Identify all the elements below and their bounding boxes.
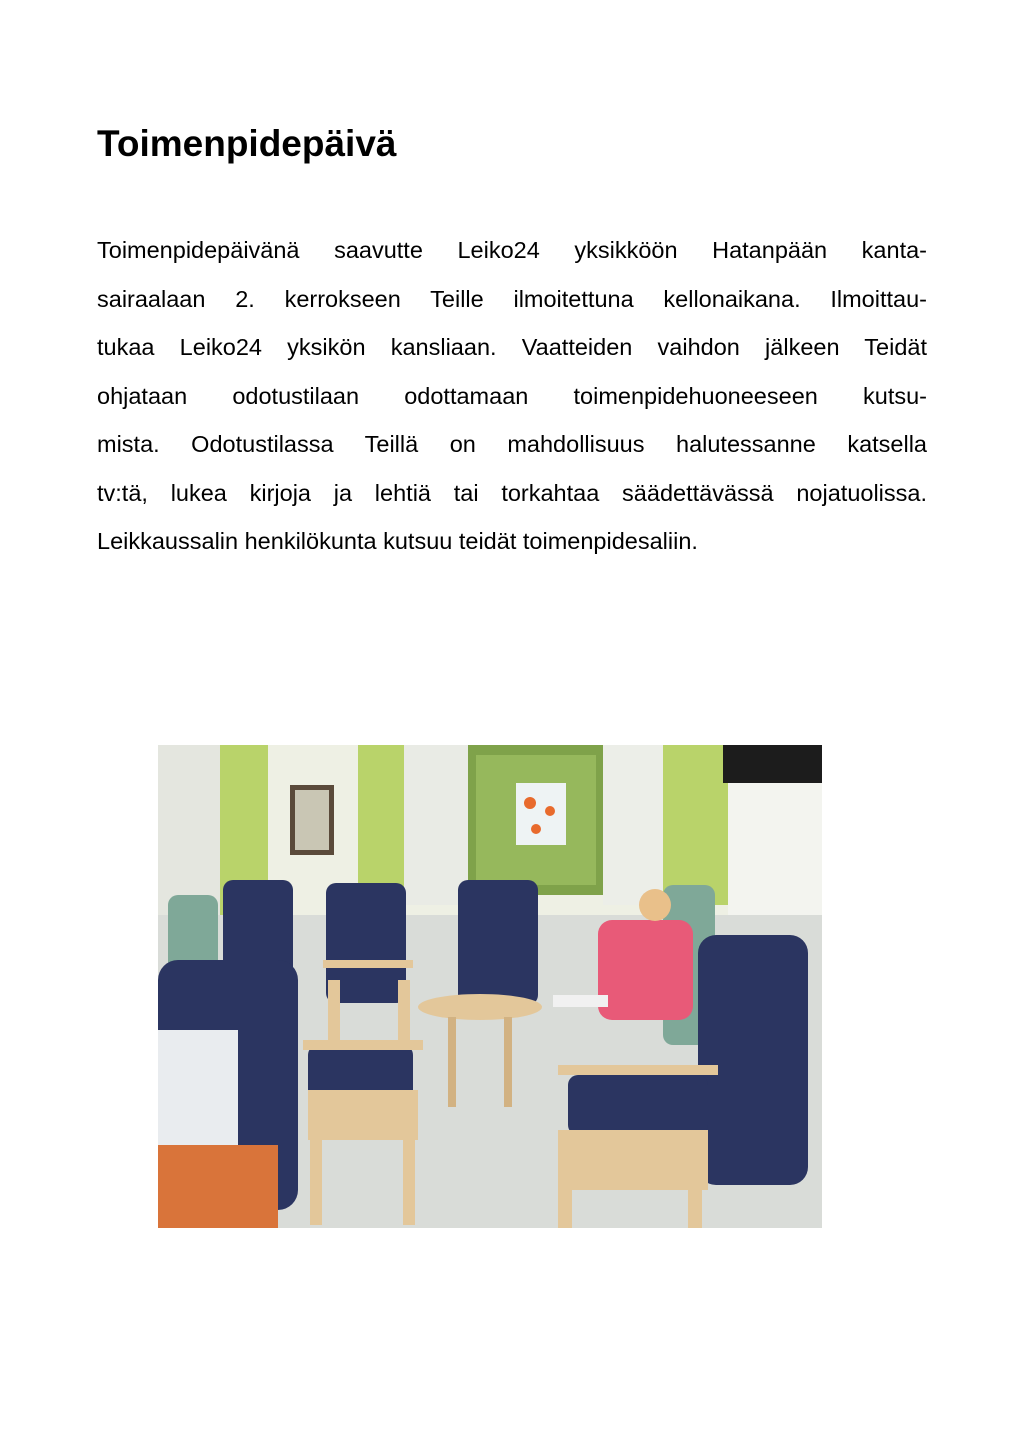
person-in-pink-robe [598, 920, 693, 1020]
poppy-flower [545, 806, 555, 816]
wall-right [728, 783, 822, 925]
chair-leg [558, 1185, 572, 1228]
chair-armrest [303, 1040, 423, 1050]
chair-side-panel [308, 1090, 418, 1140]
paragraph-line: tukaa Leiko24 yksikön kansliaan. Vaatteiden vaihdon jälkeen Teidät [97, 334, 927, 360]
person-legs [553, 995, 608, 1007]
navy-chair [458, 880, 538, 1005]
paragraph-line: Toimenpidepäivänä saavutte Leiko24 yksikköön Hatanpään kanta- [97, 237, 927, 263]
waiting-room-illustration [158, 745, 822, 1228]
poppy-flower [524, 797, 536, 809]
chair-leg [328, 980, 340, 1040]
page-title: Toimenpidepäivä [97, 123, 397, 164]
waiting-room-photo [158, 745, 822, 1228]
navy-chair-seat [568, 1075, 708, 1135]
navy-chair-front [698, 935, 808, 1185]
poppy-flower [531, 824, 541, 834]
green-panel-right [663, 745, 728, 905]
tv-screen [723, 745, 822, 783]
window-poppy-picture [516, 783, 566, 845]
body-paragraph [97, 226, 927, 566]
curtain-middle [404, 745, 468, 905]
chair-armrest [323, 960, 413, 968]
person-head [639, 889, 671, 921]
paragraph-line: Leikkaussalin henkilökunta kutsuu teidät toimenpidesaliin. [97, 528, 698, 554]
chair-leg [688, 1185, 702, 1228]
table-leg [504, 1017, 512, 1107]
chair-armrest [558, 1065, 718, 1075]
round-table [418, 994, 542, 1020]
paragraph-line: tv:tä, lukea kirjoja ja lehtiä tai torkahtaa säädettävässä nojatuolissa. [97, 479, 927, 506]
chair-side-panel [558, 1130, 708, 1190]
curtain-right [603, 745, 663, 905]
chair-leg [403, 1140, 415, 1225]
chair-leg [310, 1140, 322, 1225]
table-leg [448, 1017, 456, 1107]
paragraph-line: ohjataan odotustilaan odottamaan toimenpidehuoneeseen kutsu- [97, 382, 927, 409]
wall-painting [295, 790, 329, 850]
paragraph-line: sairaalaan 2. kerrokseen Teille ilmoitettuna kellonaikana. Ilmoittau- [97, 285, 927, 312]
paragraph-line: mista. Odotustilassa Teillä on mahdollisuus halutessanne katsella [97, 431, 927, 457]
chair-leg [398, 980, 410, 1040]
orange-cabinet [158, 1145, 278, 1228]
